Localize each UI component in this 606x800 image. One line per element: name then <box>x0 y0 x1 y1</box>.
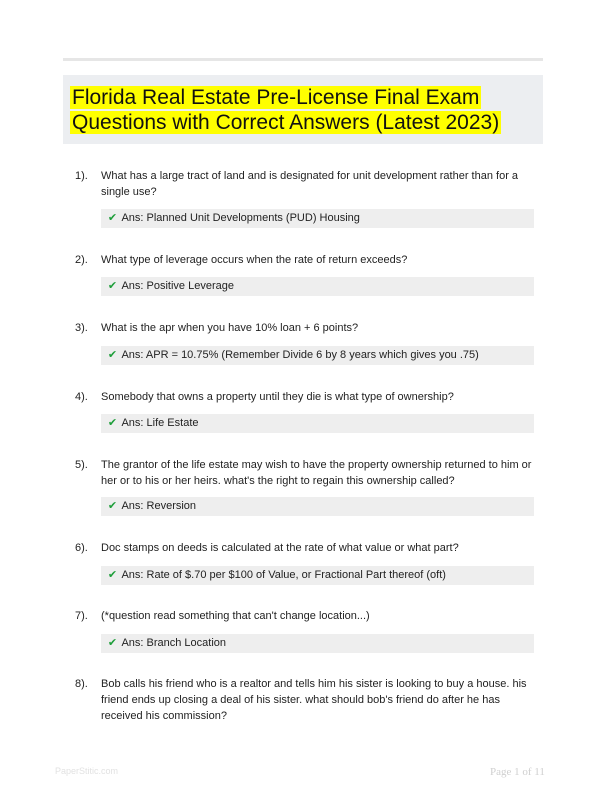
document-title: Florida Real Estate Pre-License Final Exam Questions with Correct Answers (Latest 2023) <box>72 86 500 134</box>
question-text: (*question read something that can't change location...) <box>101 610 370 622</box>
answer-text: Ans: Positive Leverage <box>121 280 234 292</box>
question-number: 5). <box>75 459 88 471</box>
answer-box <box>101 277 534 296</box>
answer-box <box>101 414 534 433</box>
answer-text: Ans: Planned Unit Developments (PUD) Housing <box>121 212 360 224</box>
question-number: 2). <box>75 254 88 266</box>
check-icon: ✔ <box>107 637 118 649</box>
check-icon: ✔ <box>107 212 118 224</box>
top-divider <box>63 58 543 61</box>
question-number: 4). <box>75 391 88 403</box>
question-number: 1). <box>75 170 88 182</box>
check-icon: ✔ <box>107 417 118 429</box>
answer-text: Ans: Life Estate <box>121 417 199 429</box>
question-number: 3). <box>75 322 88 334</box>
question-text: What type of leverage occurs when the rate of return exceeds? <box>101 254 408 266</box>
check-icon: ✔ <box>107 349 118 361</box>
question-text: What has a large tract of land and is designated for unit development rather than for a single use? <box>101 170 519 198</box>
footer-watermark: PaperStitic.com <box>55 766 119 776</box>
question-text: The grantor of the life estate may wish to have the property ownership returned to him or her or to his or her heirs. what's the right to regain this ownership called? <box>101 459 532 487</box>
question-text: What is the apr when you have 10% loan + 6 points? <box>101 322 359 334</box>
question-number: 7). <box>75 610 88 622</box>
question-text: Bob calls his friend who is a realtor and tells him his sister is looking to buy a house. his friend ends up closing a deal of his sister. what should bob's friend do after he has received his commission? <box>101 678 527 722</box>
question-text: Doc stamps on deeds is calculated at the rate of what value or what part? <box>101 542 459 554</box>
check-icon: ✔ <box>107 500 118 512</box>
answer-box <box>101 497 534 516</box>
check-icon: ✔ <box>107 569 118 581</box>
question-number: 8). <box>75 678 88 690</box>
answer-box <box>101 566 534 585</box>
question-text: Somebody that owns a property until they die is what type of ownership? <box>101 391 454 403</box>
question-number: 6). <box>75 542 88 554</box>
answer-text: Ans: Reversion <box>121 500 197 512</box>
check-icon: ✔ <box>107 280 118 292</box>
page-number: Page 1 of 11 <box>490 766 545 778</box>
answer-box <box>101 634 534 653</box>
answer-text: Ans: APR = 10.75% (Remember Divide 6 by 8 years which gives you .75) <box>121 349 479 361</box>
answer-box <box>101 346 534 365</box>
answer-box <box>101 209 534 228</box>
answer-text: Ans: Rate of $.70 per $100 of Value, or Fractional Part thereof (oft) <box>121 569 446 581</box>
answer-text: Ans: Branch Location <box>121 637 227 649</box>
